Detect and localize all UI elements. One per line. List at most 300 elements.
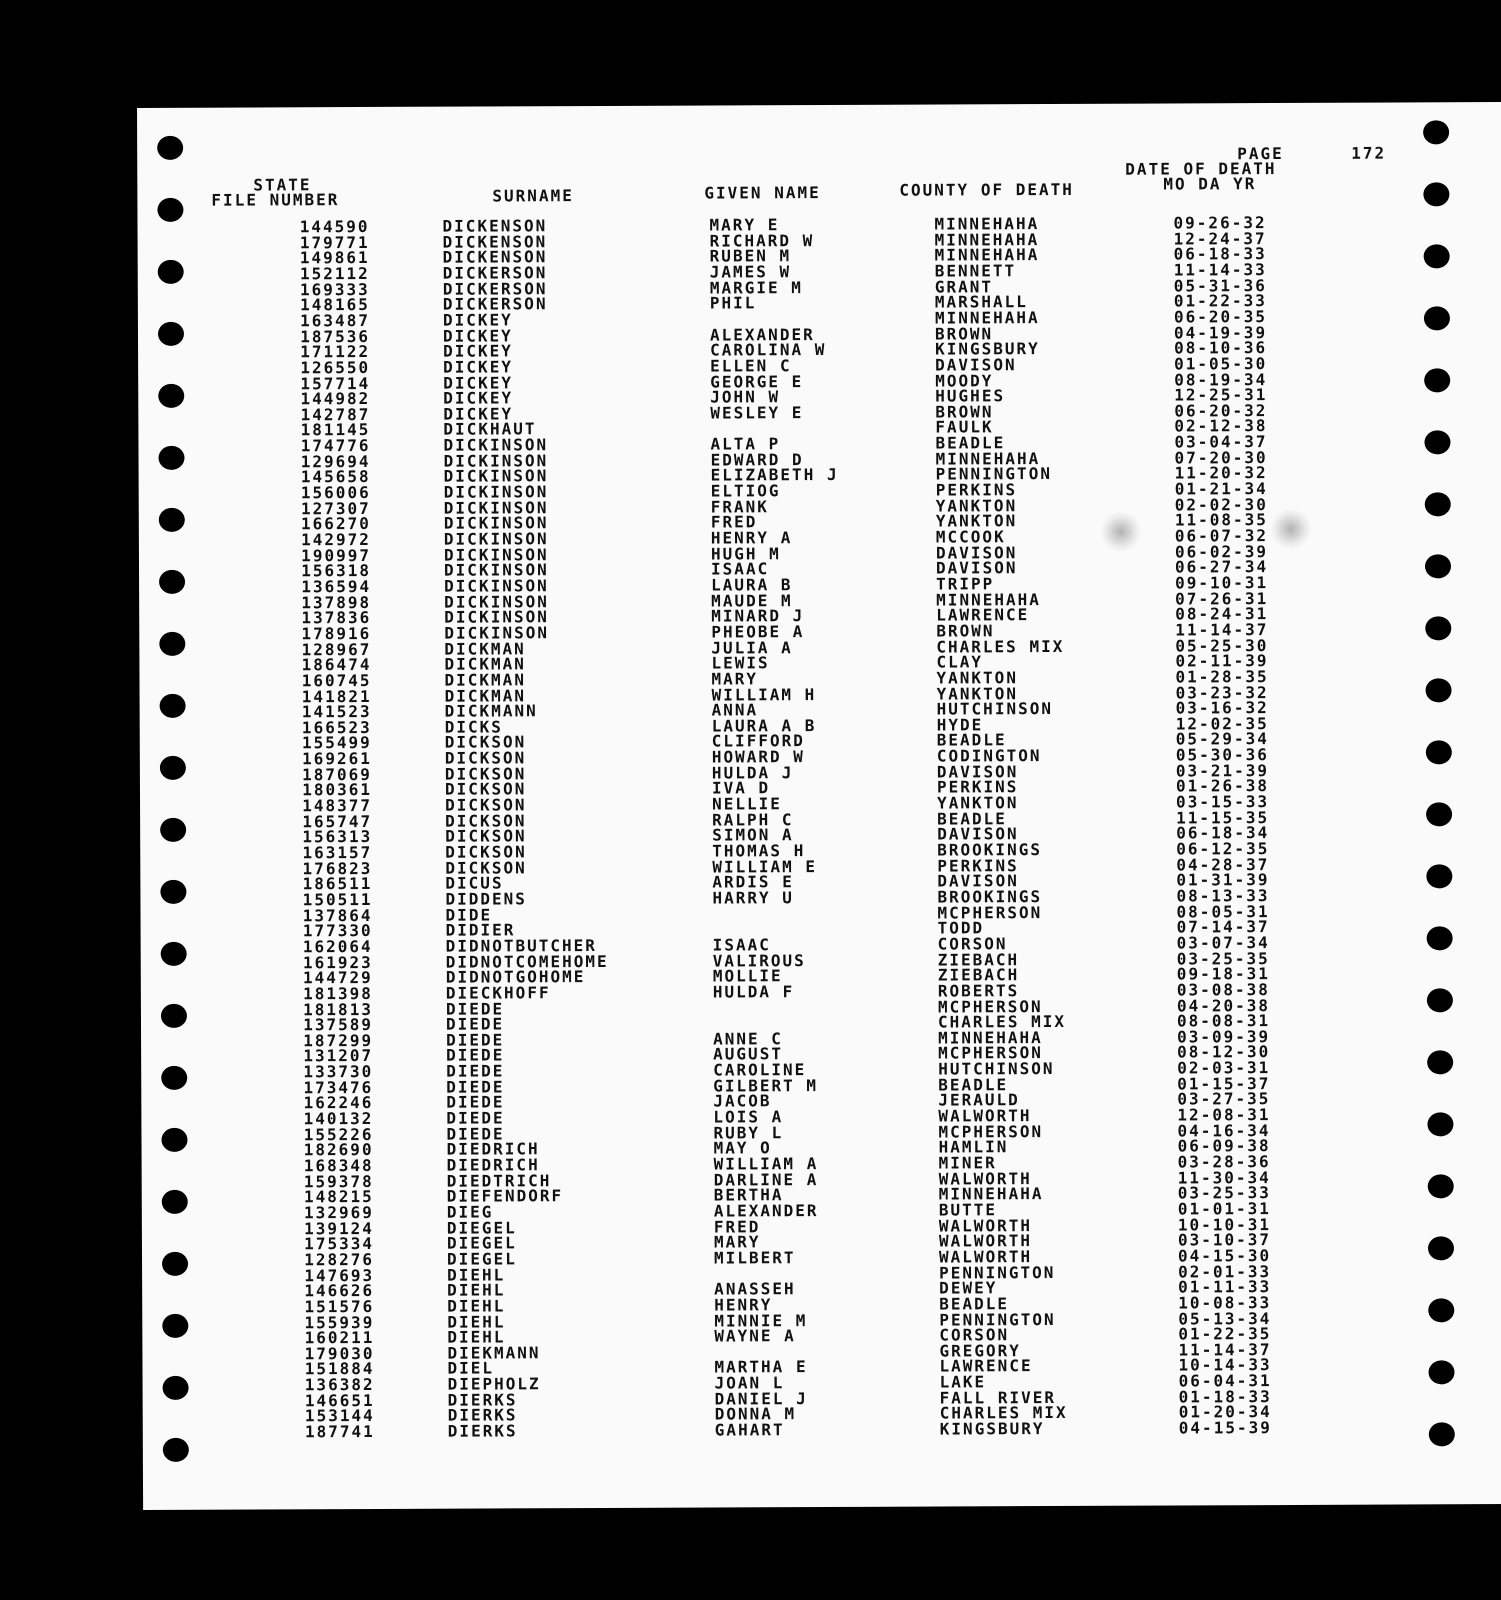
- given-name: ELLEN C: [710, 355, 792, 376]
- given-name: HULDA F: [712, 981, 795, 1002]
- date-of-death: 04-16-34: [1177, 1120, 1271, 1141]
- date-of-death: 02-11-39: [1175, 651, 1269, 671]
- surname: DICKINSON: [443, 482, 549, 502]
- file-number: 181145: [300, 420, 371, 440]
- surname: DICKINSON: [443, 560, 549, 580]
- given-name: MARY: [711, 669, 759, 689]
- given-name: WILLIAM H: [711, 684, 817, 704]
- given-name: VALIROUS: [712, 950, 806, 971]
- given-name: LEWIS: [711, 653, 770, 673]
- file-number: 186511: [302, 874, 373, 894]
- tractor-feed-hole: [1423, 182, 1449, 206]
- surname: DIEHL: [447, 1264, 506, 1285]
- file-number: 145658: [300, 467, 371, 487]
- surname: DICKEY: [443, 357, 513, 377]
- county-of-death: DAVISON: [937, 824, 1019, 844]
- surname: DICKSON: [445, 826, 527, 847]
- given-name: MILBERT: [713, 1248, 796, 1268]
- county-of-death: CLAY: [936, 652, 983, 672]
- given-name: HENRY: [714, 1295, 773, 1315]
- header-surname: SURNAME: [492, 186, 574, 206]
- given-name: HARRY U: [712, 888, 794, 908]
- date-of-death: 04-19-39: [1173, 322, 1268, 343]
- surname: DICKINSON: [444, 607, 549, 627]
- date-of-death: 08-05-31: [1176, 901, 1270, 922]
- header-date-line2: MO DA YR: [1163, 174, 1257, 194]
- county-of-death: TRIPP: [936, 574, 995, 594]
- surname: DIDNOTGOHOME: [445, 967, 586, 987]
- file-number: 132969: [303, 1202, 374, 1223]
- given-name: MARGIE M: [709, 277, 803, 298]
- date-of-death: 02-02-30: [1174, 494, 1268, 515]
- county-of-death: ROBERTS: [937, 981, 1020, 1001]
- file-number: 136594: [301, 576, 372, 597]
- county-of-death: BEADLE: [935, 433, 1006, 453]
- surname: DIDIER: [445, 920, 516, 940]
- surname: DIEDE: [445, 998, 505, 1019]
- county-of-death: LAKE: [939, 1372, 987, 1392]
- file-number: 137836: [301, 608, 372, 628]
- given-name: WILLIAM E: [712, 856, 818, 877]
- date-of-death: 03-16-32: [1175, 698, 1269, 718]
- county-of-death: MINER: [938, 1153, 997, 1173]
- given-name: FRED: [710, 512, 758, 532]
- county-of-death: MCPHERSON: [937, 996, 1043, 1017]
- date-of-death: 02-03-31: [1177, 1058, 1271, 1078]
- file-number: 163157: [302, 842, 373, 863]
- county-of-death: CORSON: [939, 1325, 1010, 1345]
- file-number: 128276: [304, 1249, 375, 1270]
- surname: DIEDRICH: [446, 1139, 540, 1160]
- date-of-death: 12-24-37: [1173, 228, 1267, 249]
- file-number: 159378: [303, 1171, 374, 1191]
- surname: DIEDE: [446, 1124, 505, 1144]
- date-of-death: 03-04-37: [1174, 432, 1268, 452]
- date-of-death: 06-18-34: [1176, 823, 1270, 843]
- county-of-death: MCPHERSON: [937, 902, 1043, 923]
- surname: DIERKS: [447, 1405, 518, 1426]
- header-date-line1: DATE OF DEATH: [1125, 159, 1277, 179]
- date-of-death: 12-02-35: [1175, 713, 1269, 734]
- county-of-death: WALWORTH: [938, 1231, 1033, 1251]
- date-of-death: 03-15-33: [1175, 792, 1270, 812]
- county-of-death: MCPHERSON: [938, 1121, 1044, 1142]
- county-of-death: MINNEHAHA: [934, 214, 1040, 234]
- county-of-death: HAMLIN: [938, 1137, 1009, 1157]
- file-number: 187069: [302, 764, 372, 785]
- file-number: 148377: [302, 796, 373, 816]
- given-name: DONNA M: [714, 1404, 797, 1424]
- surname: DIECKHOFF: [445, 983, 551, 1003]
- county-of-death: HUTCHINSON: [938, 1059, 1055, 1079]
- surname: DIEGEL: [446, 1249, 517, 1269]
- file-number: 162246: [303, 1093, 374, 1113]
- surname: DIEFENDORF: [446, 1186, 564, 1206]
- surname: DIEDTRICH: [446, 1170, 552, 1191]
- given-name: ALTA P: [710, 434, 781, 454]
- file-number: 155226: [303, 1124, 374, 1144]
- surname: DICKSON: [444, 764, 527, 784]
- tractor-feed-hole: [1423, 120, 1449, 144]
- surname: DICKINSON: [443, 529, 549, 549]
- given-name: PHIL: [709, 293, 757, 313]
- county-of-death: BROWN: [935, 402, 994, 422]
- file-number: 142787: [300, 404, 371, 425]
- date-of-death: 08-12-30: [1177, 1042, 1271, 1062]
- county-of-death: WALWORTH: [938, 1106, 1032, 1126]
- file-number: 179030: [304, 1343, 375, 1364]
- county-of-death: FAULK: [935, 417, 994, 437]
- file-number: 155939: [304, 1312, 375, 1332]
- surname: DICKINSON: [444, 623, 550, 643]
- county-of-death: GREGORY: [939, 1340, 1021, 1361]
- date-of-death: 09-10-31: [1175, 573, 1269, 593]
- date-of-death: 11-08-35: [1174, 510, 1268, 530]
- county-of-death: WALWORTH: [938, 1215, 1032, 1236]
- given-name: FRANK: [710, 496, 769, 517]
- county-of-death: DAVISON: [935, 542, 1018, 563]
- given-name: HUGH M: [710, 543, 781, 564]
- record-row: [143, 1419, 1501, 1441]
- header-county: COUNTY OF DEATH: [899, 179, 1074, 200]
- file-number: 129694: [300, 451, 371, 472]
- surname: DIEDE: [446, 1092, 505, 1113]
- county-of-death: MINNEHAHA: [938, 1027, 1043, 1048]
- surname: DICKEY: [443, 372, 514, 393]
- surname: DIEHL: [447, 1311, 506, 1332]
- county-of-death: HUGHES: [935, 386, 1006, 406]
- surname: DIEDE: [446, 1108, 505, 1128]
- file-number: 169261: [302, 749, 372, 769]
- given-name: ALEXANDER: [713, 1200, 819, 1221]
- surname: DICKSON: [445, 857, 527, 878]
- date-of-death: 01-01-31: [1177, 1199, 1271, 1219]
- given-name: ISAAC: [712, 935, 771, 955]
- given-name: JACOB: [713, 1091, 772, 1111]
- file-number: 169333: [299, 279, 370, 299]
- date-of-death: 06-12-35: [1176, 839, 1270, 859]
- date-of-death: 01-20-34: [1178, 1402, 1272, 1422]
- file-number: 166523: [301, 717, 372, 738]
- county-of-death: YANKTON: [935, 511, 1018, 531]
- file-number: 186474: [301, 655, 372, 675]
- date-of-death: 04-20-38: [1176, 995, 1271, 1015]
- surname: DIEPHOLZ: [447, 1374, 541, 1394]
- date-of-death: 11-14-37: [1178, 1339, 1272, 1360]
- surname: DIDE: [445, 905, 493, 925]
- surname: DICKINSON: [443, 466, 549, 487]
- file-number: 128967: [301, 639, 372, 659]
- given-name: LAURA A B: [711, 715, 817, 736]
- surname: DICKENSON: [442, 231, 548, 252]
- given-name: RUBY L: [713, 1122, 784, 1143]
- file-number: 141821: [301, 686, 372, 706]
- file-number: 180361: [302, 780, 373, 800]
- printout-sheet: [137, 102, 1501, 1510]
- county-of-death: PENNINGTON: [935, 464, 1052, 484]
- date-of-death: 11-14-37: [1175, 619, 1269, 640]
- given-name: WAYNE A: [714, 1326, 796, 1346]
- given-name: HOWARD W: [711, 747, 805, 767]
- date-of-death: 04-15-30: [1177, 1245, 1272, 1266]
- county-of-death: WALWORTH: [938, 1168, 1032, 1189]
- county-of-death: DAVISON: [935, 558, 1018, 578]
- surname: DICKMAN: [444, 654, 526, 674]
- given-name: IVA D: [711, 778, 771, 798]
- county-of-death: BEADLE: [936, 730, 1007, 750]
- surname: DICKMAN: [444, 670, 526, 690]
- date-of-death: 01-15-37: [1177, 1073, 1271, 1094]
- surname: DIEGEL: [446, 1217, 517, 1238]
- given-name: THOMAS H: [712, 841, 806, 861]
- county-of-death: BEADLE: [939, 1294, 1010, 1314]
- file-number: 182690: [303, 1140, 374, 1160]
- date-of-death: 06-27-34: [1174, 557, 1269, 577]
- date-of-death: 03-28-36: [1177, 1152, 1271, 1172]
- county-of-death: BEADLE: [938, 1074, 1009, 1095]
- date-of-death: 05-29-34: [1175, 729, 1269, 749]
- date-of-death: 05-31-36: [1173, 275, 1267, 296]
- file-number: 141523: [301, 702, 372, 722]
- surname: DICKINSON: [443, 497, 549, 518]
- file-number: 174776: [300, 436, 371, 456]
- header-file-line1: STATE: [253, 175, 312, 195]
- given-name: MAUDE M: [711, 590, 793, 611]
- date-of-death: 06-09-38: [1177, 1136, 1271, 1156]
- surname: DIEDRICH: [446, 1155, 540, 1175]
- given-name: ANNA: [711, 700, 759, 720]
- file-number: 160211: [304, 1328, 375, 1348]
- file-number: 187536: [300, 326, 371, 346]
- given-name: CAROLINE: [713, 1060, 807, 1080]
- given-name: CLIFFORD: [711, 731, 805, 751]
- date-of-death: 09-18-31: [1176, 964, 1270, 984]
- file-number: 173476: [303, 1077, 374, 1098]
- given-name: DANIEL J: [714, 1388, 808, 1409]
- file-number: 140132: [303, 1109, 374, 1129]
- surname: DICKSON: [444, 748, 527, 768]
- county-of-death: KINGSBURY: [939, 1419, 1045, 1439]
- surname: DIEKMANN: [447, 1343, 541, 1363]
- county-of-death: JERAULD: [938, 1090, 1020, 1110]
- county-of-death: DEWEY: [939, 1278, 998, 1298]
- file-number: 151884: [304, 1359, 375, 1379]
- file-number: 142972: [301, 529, 371, 550]
- given-name: AUGUST: [713, 1044, 783, 1064]
- file-number: 179771: [299, 232, 370, 252]
- surname: DICKEY: [442, 310, 513, 330]
- date-of-death: 01-21-34: [1174, 479, 1268, 499]
- given-name: MINARD J: [711, 606, 805, 626]
- given-name: EDWARD D: [710, 449, 804, 470]
- surname: DICKHAUT: [443, 419, 537, 440]
- surname: DIEL: [447, 1358, 495, 1379]
- date-of-death: 01-28-35: [1175, 666, 1269, 687]
- given-name: MARTHA E: [714, 1357, 808, 1377]
- file-number: 178916: [301, 623, 372, 644]
- date-of-death: 08-08-31: [1176, 1011, 1271, 1031]
- county-of-death: BROWN: [936, 621, 995, 641]
- surname: DIEDE: [446, 1030, 505, 1050]
- given-name: MOLLIE: [712, 966, 783, 986]
- file-number: 144729: [302, 968, 373, 988]
- given-name: RICHARD W: [709, 230, 815, 251]
- surname: DICKMANN: [444, 701, 538, 721]
- county-of-death: DAVISON: [935, 355, 1017, 375]
- given-name: ELIZABETH J: [710, 465, 839, 485]
- county-of-death: CHARLES MIX: [937, 1012, 1067, 1032]
- county-of-death: MINNEHAHA: [934, 307, 1040, 328]
- given-name: PHEOBE A: [711, 621, 805, 642]
- date-of-death: 06-02-39: [1174, 541, 1269, 562]
- given-name: ISAAC: [710, 559, 770, 579]
- surname: DICKERSON: [442, 263, 548, 283]
- file-number: 146626: [304, 1281, 375, 1301]
- date-of-death: 02-12-38: [1174, 416, 1268, 436]
- date-of-death: 03-07-34: [1176, 932, 1270, 953]
- given-name: LOIS A: [713, 1107, 784, 1127]
- file-number: 181813: [303, 999, 373, 1019]
- county-of-death: BUTTE: [938, 1200, 998, 1220]
- given-name: CAROLINA W: [710, 340, 827, 360]
- date-of-death: 03-23-32: [1175, 682, 1269, 702]
- file-number: 146651: [304, 1390, 375, 1411]
- county-of-death: PERKINS: [936, 777, 1019, 797]
- file-number: 165747: [302, 811, 373, 831]
- tractor-feed-hole: [157, 198, 183, 222]
- surname: DIEHL: [447, 1327, 506, 1347]
- county-of-death: ZIEBACH: [937, 965, 1020, 985]
- date-of-death: 08-19-34: [1174, 369, 1268, 389]
- surname: DICKINSON: [443, 544, 549, 565]
- file-number: 187299: [303, 1030, 374, 1051]
- county-of-death: MINNEHAHA: [934, 229, 1040, 250]
- county-of-death: DAVISON: [936, 761, 1019, 782]
- surname: DICUS: [445, 873, 504, 893]
- surname: DIEG: [446, 1202, 494, 1222]
- date-of-death: 01-18-33: [1178, 1386, 1272, 1407]
- file-number: 148215: [303, 1187, 374, 1207]
- date-of-death: 01-26-38: [1175, 776, 1270, 796]
- file-number: 153144: [304, 1406, 375, 1426]
- surname: DICKINSON: [443, 435, 549, 455]
- date-of-death: 11-20-32: [1174, 463, 1268, 483]
- file-number: 137589: [303, 1015, 374, 1035]
- county-of-death: MINNEHAHA: [935, 448, 1041, 469]
- date-of-death: 07-14-37: [1176, 917, 1270, 937]
- file-number: 155499: [301, 733, 372, 753]
- file-number: 187741: [304, 1422, 375, 1442]
- file-number: 177330: [302, 921, 373, 941]
- file-number: 157714: [300, 373, 371, 393]
- date-of-death: 08-13-33: [1176, 886, 1270, 906]
- file-number: 151576: [304, 1296, 375, 1317]
- county-of-death: CODINGTON: [936, 746, 1042, 766]
- date-of-death: 01-05-30: [1174, 353, 1268, 374]
- date-of-death: 08-24-31: [1175, 604, 1269, 624]
- file-number: 149861: [299, 248, 370, 268]
- surname: DIDDENS: [445, 889, 527, 909]
- date-of-death: 07-26-31: [1175, 588, 1269, 609]
- date-of-death: 01-11-33: [1178, 1277, 1272, 1297]
- county-of-death: BROOKINGS: [937, 840, 1042, 860]
- surname: DICKMAN: [444, 685, 527, 706]
- file-number: 136382: [304, 1375, 375, 1395]
- file-number: 160745: [301, 670, 372, 691]
- file-number: 152112: [299, 263, 370, 284]
- file-number: 150511: [302, 889, 373, 910]
- surname: DIEDE: [446, 1045, 505, 1066]
- date-of-death: 05-30-36: [1175, 745, 1269, 765]
- county-of-death: MINNEHAHA: [934, 245, 1040, 265]
- page-number: 172: [1351, 143, 1387, 163]
- page-label: PAGE: [1237, 143, 1284, 164]
- surname: DIEGEL: [446, 1233, 517, 1253]
- given-name: HULDA J: [711, 762, 794, 783]
- surname: DICKEY: [443, 341, 513, 361]
- county-of-death: MCCOOK: [935, 527, 1006, 547]
- county-of-death: PERKINS: [935, 480, 1018, 500]
- county-of-death: MINNEHAHA: [936, 589, 1041, 610]
- file-number: 190997: [301, 545, 371, 565]
- given-name: GAHART: [714, 1420, 785, 1440]
- county-of-death: PERKINS: [937, 855, 1019, 876]
- surname: DICKINSON: [444, 576, 549, 596]
- date-of-death: 03-25-35: [1176, 948, 1270, 969]
- county-of-death: CHARLES MIX: [936, 636, 1065, 657]
- date-of-death: 03-25-33: [1177, 1183, 1271, 1203]
- given-name: BERTHA: [713, 1185, 784, 1205]
- given-name: JOHN W: [710, 387, 781, 407]
- date-of-death: 09-26-32: [1173, 213, 1267, 233]
- county-of-death: BENNETT: [934, 261, 1017, 281]
- given-name: MARY E: [709, 215, 780, 235]
- date-of-death: 08-10-36: [1174, 338, 1268, 358]
- county-of-death: CORSON: [937, 934, 1008, 954]
- surname: DIDNOTCOMEHOME: [445, 951, 609, 972]
- date-of-death: 04-15-39: [1178, 1418, 1272, 1438]
- file-number: 166270: [300, 514, 371, 534]
- tractor-feed-hole: [163, 1438, 189, 1462]
- county-of-death: ZIEBACH: [937, 949, 1020, 970]
- file-number: 168348: [303, 1155, 374, 1176]
- file-number: 139124: [304, 1218, 374, 1238]
- county-of-death: YANKTON: [936, 683, 1019, 704]
- date-of-death: 02-01-33: [1178, 1261, 1272, 1282]
- date-of-death: 03-08-38: [1176, 979, 1270, 1000]
- surname: DIEDE: [445, 1014, 505, 1034]
- given-name: JOAN L: [714, 1373, 785, 1393]
- date-of-death: 07-20-30: [1174, 447, 1268, 468]
- date-of-death: 06-07-32: [1174, 526, 1268, 546]
- county-of-death: MARSHALL: [934, 292, 1028, 312]
- given-name: LAURA B: [711, 575, 793, 595]
- date-of-death: 01-22-35: [1178, 1324, 1272, 1344]
- surname: DICKEY: [443, 388, 514, 408]
- county-of-death: BROWN: [934, 323, 994, 344]
- date-of-death: 01-31-39: [1176, 870, 1270, 890]
- county-of-death: HUTCHINSON: [936, 699, 1053, 719]
- given-name: WESLEY E: [710, 402, 804, 423]
- surname: DICKSON: [445, 810, 527, 831]
- county-of-death: MOODY: [935, 370, 994, 391]
- county-of-death: PENNINGTON: [939, 1262, 1056, 1283]
- given-name: FRED: [713, 1216, 761, 1237]
- county-of-death: MINNEHAHA: [938, 1184, 1044, 1204]
- given-name: WILLIAM A: [713, 1154, 819, 1174]
- surname: DIERKS: [447, 1421, 518, 1441]
- date-of-death: 10-14-33: [1178, 1355, 1272, 1375]
